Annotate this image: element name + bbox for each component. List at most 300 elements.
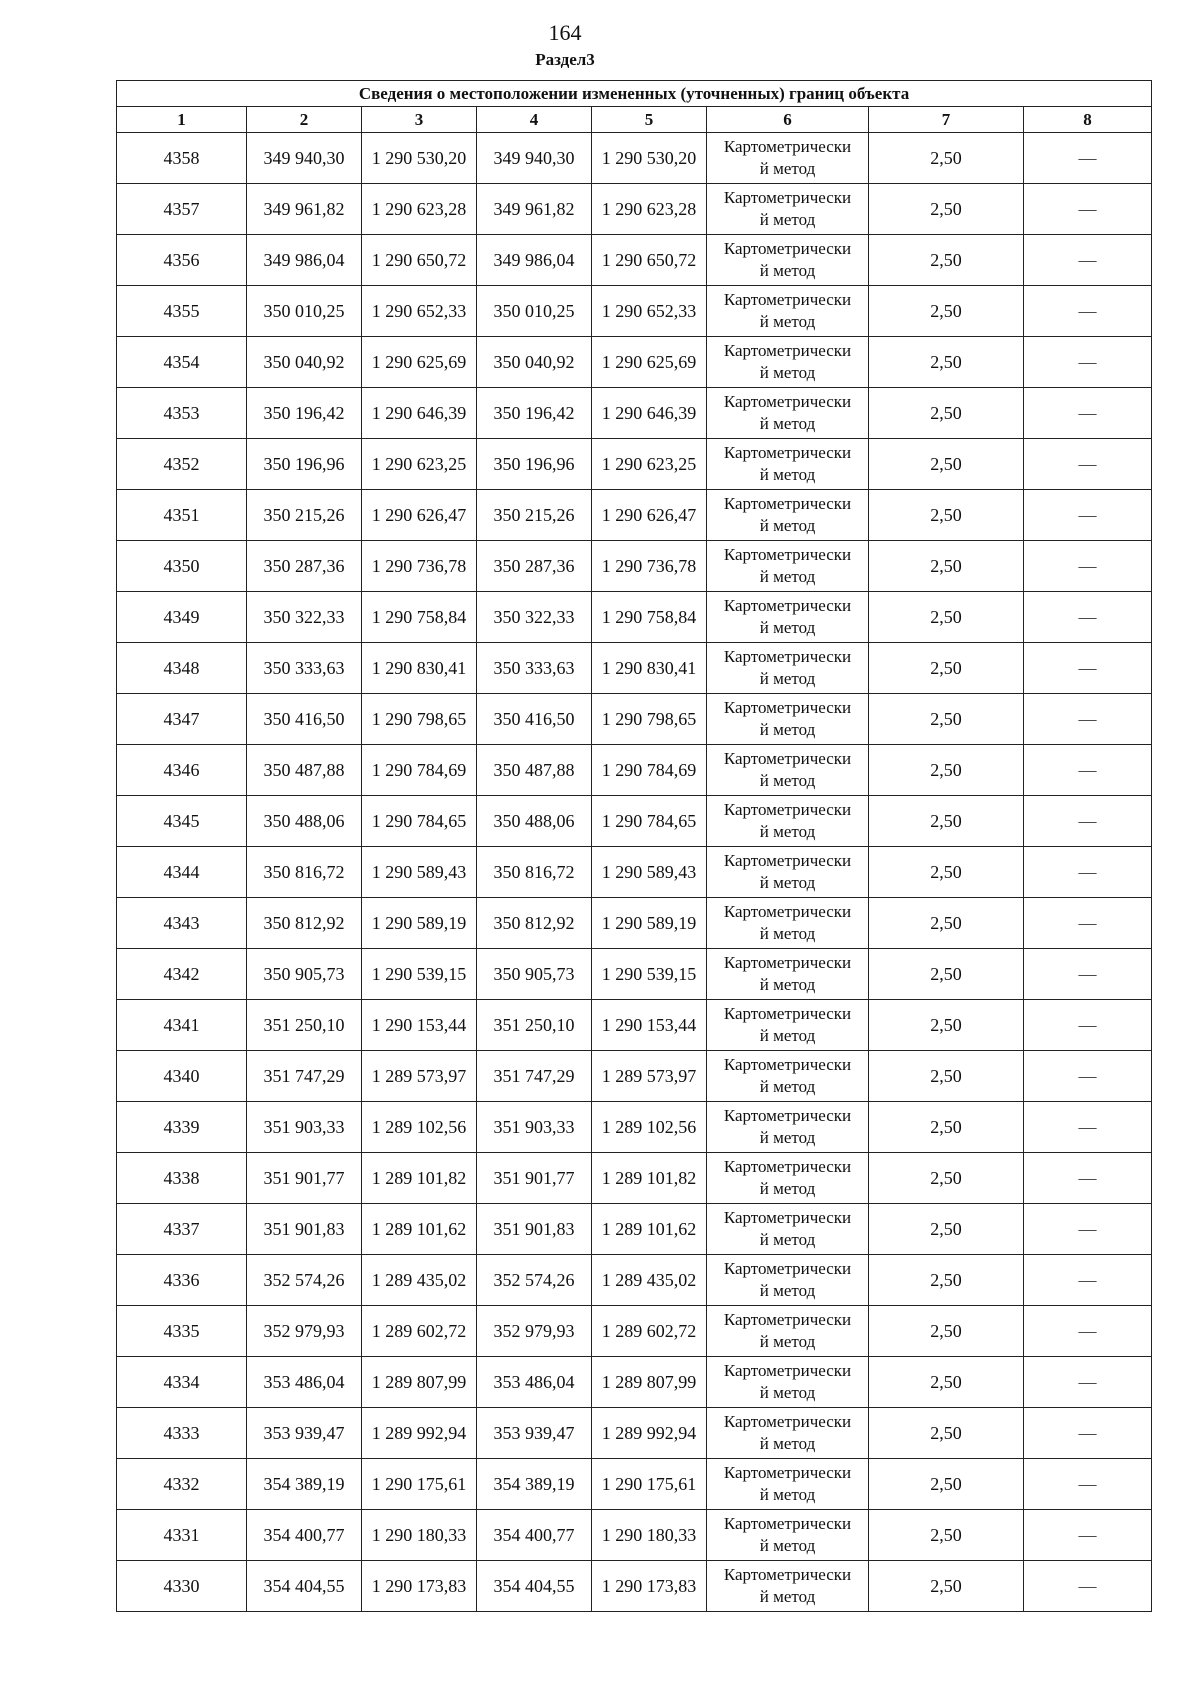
note-cell: — [1024,1408,1152,1459]
table-body [117,133,1152,1612]
method-cell [707,1561,869,1612]
existing-x-cell: 349 986,04 [247,235,362,286]
existing-x-cell: 350 416,50 [247,694,362,745]
method-text-line1: Картометрически [723,1208,852,1227]
accuracy-cell: 2,50 [869,1102,1024,1153]
method-text-line1: Картометрически [723,902,852,921]
method-text-line2: й метод [759,669,816,688]
refined-y-cell: 1 290 625,69 [592,337,707,388]
note-cell: — [1024,1000,1152,1051]
method-text-line2: й метод [759,465,816,484]
method-text-line2: й метод [759,516,816,535]
note-cell: — [1024,1561,1152,1612]
refined-y-cell: 1 290 784,69 [592,745,707,796]
method-text-line2: й метод [759,312,816,331]
method-text-line2: й метод [759,1179,816,1198]
method-cell [707,1459,869,1510]
existing-x-cell: 353 486,04 [247,1357,362,1408]
refined-x-cell: 351 901,83 [477,1204,592,1255]
method-text-line1: Картометрически [723,953,852,972]
note-cell: — [1024,541,1152,592]
table-row [117,1459,1152,1510]
method-text-line1: Картометрически [723,1055,852,1074]
point-number-cell: 4351 [117,490,247,541]
accuracy-cell: 2,50 [869,1306,1024,1357]
existing-y-cell: 1 289 102,56 [362,1102,477,1153]
point-number-cell: 4334 [117,1357,247,1408]
existing-x-cell: 350 196,42 [247,388,362,439]
method-cell [707,592,869,643]
accuracy-cell: 2,50 [869,1459,1024,1510]
accuracy-cell: 2,50 [869,1561,1024,1612]
existing-y-cell: 1 290 589,43 [362,847,477,898]
method-cell [707,694,869,745]
existing-y-cell: 1 289 992,94 [362,1408,477,1459]
column-header-row [117,107,1152,133]
note-cell: — [1024,949,1152,1000]
refined-y-cell: 1 290 798,65 [592,694,707,745]
method-text-line1: Картометрически [723,494,852,513]
method-text-line1: Картометрически [723,239,852,258]
refined-x-cell: 350 812,92 [477,898,592,949]
accuracy-cell: 2,50 [869,592,1024,643]
existing-y-cell: 1 290 758,84 [362,592,477,643]
method-text-line2: й метод [759,1230,816,1249]
boundary-coordinates-table [116,80,1152,1612]
note-cell: — [1024,1306,1152,1357]
refined-y-cell: 1 290 589,43 [592,847,707,898]
refined-y-cell: 1 289 101,82 [592,1153,707,1204]
accuracy-cell: 2,50 [869,847,1024,898]
method-text-line1: Картометрически [723,1412,852,1431]
method-text-line2: й метод [759,1128,816,1147]
refined-x-cell: 350 287,36 [477,541,592,592]
point-number-cell: 4350 [117,541,247,592]
existing-x-cell: 351 903,33 [247,1102,362,1153]
refined-y-cell: 1 290 180,33 [592,1510,707,1561]
note-cell: — [1024,184,1152,235]
method-cell [707,1102,869,1153]
refined-x-cell: 354 400,77 [477,1510,592,1561]
method-text-line2: й метод [759,1026,816,1045]
existing-y-cell: 1 290 173,83 [362,1561,477,1612]
refined-y-cell: 1 290 830,41 [592,643,707,694]
existing-y-cell: 1 289 573,97 [362,1051,477,1102]
method-text-line1: Картометрически [723,596,852,615]
refined-x-cell: 351 903,33 [477,1102,592,1153]
note-cell: — [1024,235,1152,286]
method-text-line1: Картометрически [723,188,852,207]
refined-y-cell: 1 289 102,56 [592,1102,707,1153]
refined-y-cell: 1 290 646,39 [592,388,707,439]
table-row [117,1255,1152,1306]
table-row [117,1204,1152,1255]
accuracy-cell: 2,50 [869,1408,1024,1459]
refined-y-cell: 1 290 153,44 [592,1000,707,1051]
existing-y-cell: 1 290 625,69 [362,337,477,388]
existing-y-cell: 1 290 650,72 [362,235,477,286]
refined-x-cell: 354 404,55 [477,1561,592,1612]
refined-x-cell: 350 488,06 [477,796,592,847]
point-number-cell: 4338 [117,1153,247,1204]
refined-x-cell: 350 322,33 [477,592,592,643]
note-cell: — [1024,1459,1152,1510]
note-cell: — [1024,1255,1152,1306]
method-cell [707,643,869,694]
refined-y-cell: 1 289 992,94 [592,1408,707,1459]
table-row [117,1051,1152,1102]
refined-y-cell: 1 289 435,02 [592,1255,707,1306]
refined-y-cell: 1 290 589,19 [592,898,707,949]
existing-x-cell: 349 940,30 [247,133,362,184]
existing-x-cell: 350 196,96 [247,439,362,490]
accuracy-cell: 2,50 [869,184,1024,235]
method-cell [707,745,869,796]
existing-x-cell: 351 901,83 [247,1204,362,1255]
existing-y-cell: 1 290 153,44 [362,1000,477,1051]
accuracy-cell: 2,50 [869,1255,1024,1306]
note-cell: — [1024,1102,1152,1153]
note-cell: — [1024,1051,1152,1102]
existing-x-cell: 352 574,26 [247,1255,362,1306]
point-number-cell: 4330 [117,1561,247,1612]
note-cell: — [1024,796,1152,847]
method-text-line2: й метод [759,414,816,433]
existing-x-cell: 350 812,92 [247,898,362,949]
method-text-line1: Картометрически [723,290,852,309]
accuracy-cell: 2,50 [869,898,1024,949]
refined-x-cell: 350 040,92 [477,337,592,388]
refined-y-cell: 1 290 758,84 [592,592,707,643]
refined-x-cell: 350 196,96 [477,439,592,490]
method-cell [707,1051,869,1102]
existing-x-cell: 354 400,77 [247,1510,362,1561]
accuracy-cell: 2,50 [869,133,1024,184]
point-number-cell: 4332 [117,1459,247,1510]
column-header-4: 4 [477,107,592,133]
refined-x-cell: 350 487,88 [477,745,592,796]
method-text-line1: Картометрически [723,1106,852,1125]
section-title: Раздел3 [535,50,595,69]
method-cell [707,337,869,388]
accuracy-cell: 2,50 [869,745,1024,796]
refined-x-cell: 350 416,50 [477,694,592,745]
method-cell [707,1153,869,1204]
refined-y-cell: 1 289 101,62 [592,1204,707,1255]
method-text-line1: Картометрически [723,545,852,564]
point-number-cell: 4349 [117,592,247,643]
refined-y-cell: 1 289 573,97 [592,1051,707,1102]
column-header-6: 6 [707,107,869,133]
existing-x-cell: 350 322,33 [247,592,362,643]
existing-x-cell: 350 010,25 [247,286,362,337]
existing-x-cell: 350 287,36 [247,541,362,592]
refined-x-cell: 351 747,29 [477,1051,592,1102]
refined-y-cell: 1 290 652,33 [592,286,707,337]
table-row [117,592,1152,643]
method-text-line2: й метод [759,1332,816,1351]
method-text-line2: й метод [759,975,816,994]
accuracy-cell: 2,50 [869,337,1024,388]
existing-y-cell: 1 290 652,33 [362,286,477,337]
existing-x-cell: 354 404,55 [247,1561,362,1612]
table-row [117,796,1152,847]
method-cell [707,847,869,898]
column-header-7: 7 [869,107,1024,133]
method-text-line2: й метод [759,1587,816,1606]
point-number-cell: 4345 [117,796,247,847]
method-text-line2: й метод [759,567,816,586]
accuracy-cell: 2,50 [869,643,1024,694]
existing-y-cell: 1 289 101,62 [362,1204,477,1255]
refined-y-cell: 1 290 173,83 [592,1561,707,1612]
method-cell [707,1204,869,1255]
existing-y-cell: 1 290 175,61 [362,1459,477,1510]
method-text-line2: й метод [759,1485,816,1504]
method-cell [707,1306,869,1357]
accuracy-cell: 2,50 [869,286,1024,337]
note-cell: — [1024,1153,1152,1204]
note-cell: — [1024,898,1152,949]
point-number-cell: 4341 [117,1000,247,1051]
table-row [117,1357,1152,1408]
point-number-cell: 4355 [117,286,247,337]
method-text-line1: Картометрически [723,1565,852,1584]
method-text-line2: й метод [759,873,816,892]
method-text-line1: Картометрически [723,1310,852,1329]
refined-x-cell: 349 986,04 [477,235,592,286]
refined-y-cell: 1 290 736,78 [592,541,707,592]
refined-x-cell: 350 196,42 [477,388,592,439]
accuracy-cell: 2,50 [869,541,1024,592]
table-row [117,949,1152,1000]
method-cell [707,796,869,847]
method-cell [707,388,869,439]
method-cell [707,898,869,949]
accuracy-cell: 2,50 [869,1510,1024,1561]
point-number-cell: 4339 [117,1102,247,1153]
method-text-line1: Картометрически [723,392,852,411]
existing-y-cell: 1 290 530,20 [362,133,477,184]
point-number-cell: 4342 [117,949,247,1000]
refined-y-cell: 1 290 650,72 [592,235,707,286]
method-text-line1: Картометрически [723,698,852,717]
method-text-line2: й метод [759,159,816,178]
method-cell [707,133,869,184]
existing-y-cell: 1 290 623,28 [362,184,477,235]
point-number-cell: 4333 [117,1408,247,1459]
existing-x-cell: 350 215,26 [247,490,362,541]
accuracy-cell: 2,50 [869,694,1024,745]
note-cell: — [1024,1510,1152,1561]
method-text-line1: Картометрически [723,647,852,666]
table-row [117,898,1152,949]
table-row [117,1306,1152,1357]
method-text-line2: й метод [759,1281,816,1300]
note-cell: — [1024,643,1152,694]
refined-y-cell: 1 290 175,61 [592,1459,707,1510]
refined-y-cell: 1 290 623,28 [592,184,707,235]
column-header-1: 1 [117,107,247,133]
table-row [117,1510,1152,1561]
method-text-line1: Картометрически [723,800,852,819]
point-number-cell: 4346 [117,745,247,796]
method-text-line1: Картометрически [723,1157,852,1176]
existing-x-cell: 351 747,29 [247,1051,362,1102]
refined-x-cell: 349 961,82 [477,184,592,235]
existing-y-cell: 1 289 807,99 [362,1357,477,1408]
method-text-line1: Картометрически [723,443,852,462]
note-cell: — [1024,439,1152,490]
refined-y-cell: 1 290 784,65 [592,796,707,847]
note-cell: — [1024,133,1152,184]
point-number-cell: 4336 [117,1255,247,1306]
existing-x-cell: 350 816,72 [247,847,362,898]
accuracy-cell: 2,50 [869,439,1024,490]
refined-x-cell: 352 979,93 [477,1306,592,1357]
method-text-line2: й метод [759,1536,816,1555]
table-row [117,643,1152,694]
method-cell [707,1000,869,1051]
accuracy-cell: 2,50 [869,490,1024,541]
table-row [117,541,1152,592]
point-number-cell: 4337 [117,1204,247,1255]
existing-y-cell: 1 290 180,33 [362,1510,477,1561]
point-number-cell: 4358 [117,133,247,184]
point-number-cell: 4347 [117,694,247,745]
point-number-cell: 4357 [117,184,247,235]
existing-x-cell: 350 905,73 [247,949,362,1000]
method-text-line2: й метод [759,1077,816,1096]
table-row [117,337,1152,388]
method-cell [707,541,869,592]
existing-x-cell: 349 961,82 [247,184,362,235]
table-row [117,439,1152,490]
table-row [117,745,1152,796]
method-text-line1: Картометрически [723,1361,852,1380]
note-cell: — [1024,388,1152,439]
method-text-line2: й метод [759,261,816,280]
method-text-line2: й метод [759,618,816,637]
refined-x-cell: 353 486,04 [477,1357,592,1408]
accuracy-cell: 2,50 [869,388,1024,439]
refined-x-cell: 350 010,25 [477,286,592,337]
table-row [117,1153,1152,1204]
existing-x-cell: 351 901,77 [247,1153,362,1204]
note-cell: — [1024,745,1152,796]
accuracy-cell: 2,50 [869,796,1024,847]
table-row [117,133,1152,184]
method-cell [707,1408,869,1459]
method-cell [707,286,869,337]
column-header-5: 5 [592,107,707,133]
refined-y-cell: 1 290 623,25 [592,439,707,490]
note-cell: — [1024,1204,1152,1255]
method-cell [707,1510,869,1561]
existing-y-cell: 1 289 435,02 [362,1255,477,1306]
point-number-cell: 4352 [117,439,247,490]
existing-y-cell: 1 290 539,15 [362,949,477,1000]
method-text-line1: Картометрически [723,851,852,870]
method-text-line1: Картометрически [723,137,852,156]
existing-y-cell: 1 290 830,41 [362,643,477,694]
refined-y-cell: 1 290 530,20 [592,133,707,184]
table-row [117,694,1152,745]
existing-y-cell: 1 290 589,19 [362,898,477,949]
note-cell: — [1024,490,1152,541]
point-number-cell: 4353 [117,388,247,439]
point-number-cell: 4331 [117,1510,247,1561]
note-cell: — [1024,286,1152,337]
page-number: 164 [548,20,582,45]
existing-y-cell: 1 289 101,82 [362,1153,477,1204]
table-row [117,388,1152,439]
refined-x-cell: 349 940,30 [477,133,592,184]
accuracy-cell: 2,50 [869,235,1024,286]
method-text-line1: Картометрически [723,749,852,768]
table-row [117,1102,1152,1153]
accuracy-cell: 2,50 [869,1204,1024,1255]
method-cell [707,1255,869,1306]
refined-y-cell: 1 290 539,15 [592,949,707,1000]
point-number-cell: 4343 [117,898,247,949]
accuracy-cell: 2,50 [869,1153,1024,1204]
method-text-line2: й метод [759,210,816,229]
refined-x-cell: 352 574,26 [477,1255,592,1306]
table-row [117,847,1152,898]
point-number-cell: 4344 [117,847,247,898]
existing-y-cell: 1 290 784,65 [362,796,477,847]
existing-y-cell: 1 290 784,69 [362,745,477,796]
method-text-line2: й метод [759,1434,816,1453]
existing-x-cell: 350 040,92 [247,337,362,388]
point-number-cell: 4356 [117,235,247,286]
method-cell [707,184,869,235]
refined-x-cell: 350 333,63 [477,643,592,694]
method-text-line2: й метод [759,720,816,739]
existing-y-cell: 1 290 646,39 [362,388,477,439]
existing-y-cell: 1 290 798,65 [362,694,477,745]
point-number-cell: 4340 [117,1051,247,1102]
note-cell: — [1024,694,1152,745]
method-cell [707,490,869,541]
refined-y-cell: 1 289 602,72 [592,1306,707,1357]
method-cell [707,949,869,1000]
table-caption: Сведения о местоположении измененных (уточненных) границ объекта [117,81,1152,107]
method-text-line1: Картометрически [723,1004,852,1023]
table-row [117,1000,1152,1051]
method-text-line2: й метод [759,771,816,790]
accuracy-cell: 2,50 [869,949,1024,1000]
refined-y-cell: 1 290 626,47 [592,490,707,541]
method-text-line1: Картометрически [723,341,852,360]
refined-x-cell: 350 816,72 [477,847,592,898]
method-text-line1: Картометрически [723,1259,852,1278]
accuracy-cell: 2,50 [869,1051,1024,1102]
table-row [117,1561,1152,1612]
note-cell: — [1024,847,1152,898]
existing-x-cell: 350 487,88 [247,745,362,796]
existing-x-cell: 352 979,93 [247,1306,362,1357]
existing-x-cell: 351 250,10 [247,1000,362,1051]
method-text-line1: Картометрически [723,1463,852,1482]
table-row [117,490,1152,541]
point-number-cell: 4335 [117,1306,247,1357]
method-cell [707,439,869,490]
existing-x-cell: 353 939,47 [247,1408,362,1459]
point-number-cell: 4348 [117,643,247,694]
accuracy-cell: 2,50 [869,1000,1024,1051]
